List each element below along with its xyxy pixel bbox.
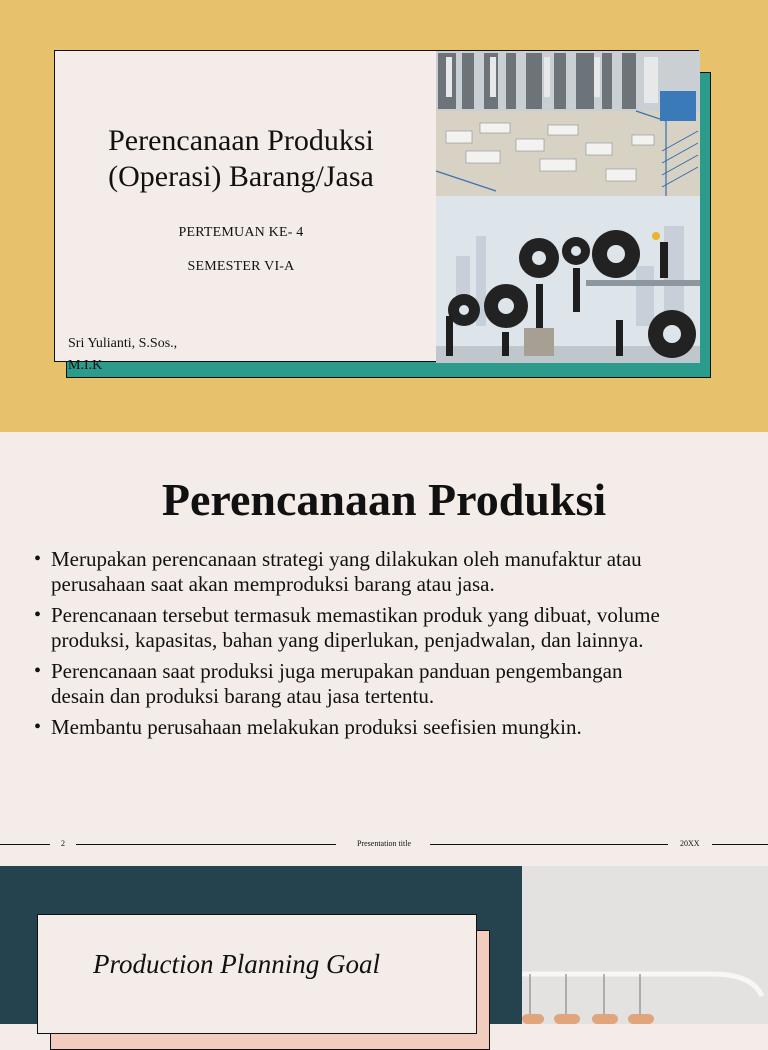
slide-3 <box>0 866 768 1024</box>
bullet-text: produksi, kapasitas, bahan yang diperlukan, penjadwalan, dan lainnya. <box>51 628 644 652</box>
bullet-text: Perencanaan tersebut termasuk memastikan produk yang dibuat, volume <box>51 603 660 627</box>
list-item <box>34 715 734 740</box>
title-card <box>37 914 477 1034</box>
footer-year: 20XX <box>680 839 700 848</box>
slide-3-title: Production Planning Goal <box>93 949 380 979</box>
bullet-text: Membantu perusahaan melakukan produksi seefisien mungkin. <box>51 715 582 739</box>
slide-1 <box>0 0 768 432</box>
author-degree: M.I.K <box>68 358 103 373</box>
meeting-label: PERTEMUAN KE- 4 <box>178 225 304 240</box>
list-item <box>34 659 734 709</box>
slide-footer <box>0 837 768 851</box>
page-number: 2 <box>61 839 65 848</box>
bullet-text: perusahaan saat akan memproduksi barang atau jasa. <box>51 572 495 596</box>
title-line-1: Perencanaan Produksi <box>108 124 374 157</box>
footer-divider <box>76 844 336 845</box>
bullet-icon: • <box>34 548 42 570</box>
warehouse-photo <box>436 51 700 196</box>
bullet-text: Perencanaan saat produksi juga merupakan panduan pengembangan <box>51 659 623 683</box>
list-item <box>34 603 734 653</box>
gears-teamwork-photo <box>436 196 700 363</box>
bullet-icon: • <box>34 716 42 738</box>
title-card <box>54 50 699 373</box>
footer-divider <box>430 844 668 845</box>
semester-label: SEMESTER VI-A <box>187 259 295 274</box>
bullet-text: Merupakan perencanaan strategi yang dilakukan oleh manufaktur atau <box>51 547 642 571</box>
list-item <box>34 547 734 597</box>
author <box>68 333 208 377</box>
slide-1-title <box>55 123 427 195</box>
slide-2 <box>0 432 768 865</box>
author-name: Sri Yulianti, S.Sos., <box>68 336 178 351</box>
bullet-text: desain dan produksi barang atau jasa tertentu. <box>51 684 435 708</box>
title-line-2: (Operasi) Barang/Jasa <box>108 160 374 193</box>
slide-2-title: Perencanaan Produksi <box>161 474 607 525</box>
presentation-title: Presentation title <box>357 839 411 848</box>
bullet-icon: • <box>34 660 42 682</box>
bullet-icon: • <box>34 604 42 626</box>
clothes-rack-photo <box>522 866 768 1024</box>
bullet-list <box>34 547 734 746</box>
footer-divider <box>712 844 768 845</box>
footer-divider <box>0 844 50 845</box>
